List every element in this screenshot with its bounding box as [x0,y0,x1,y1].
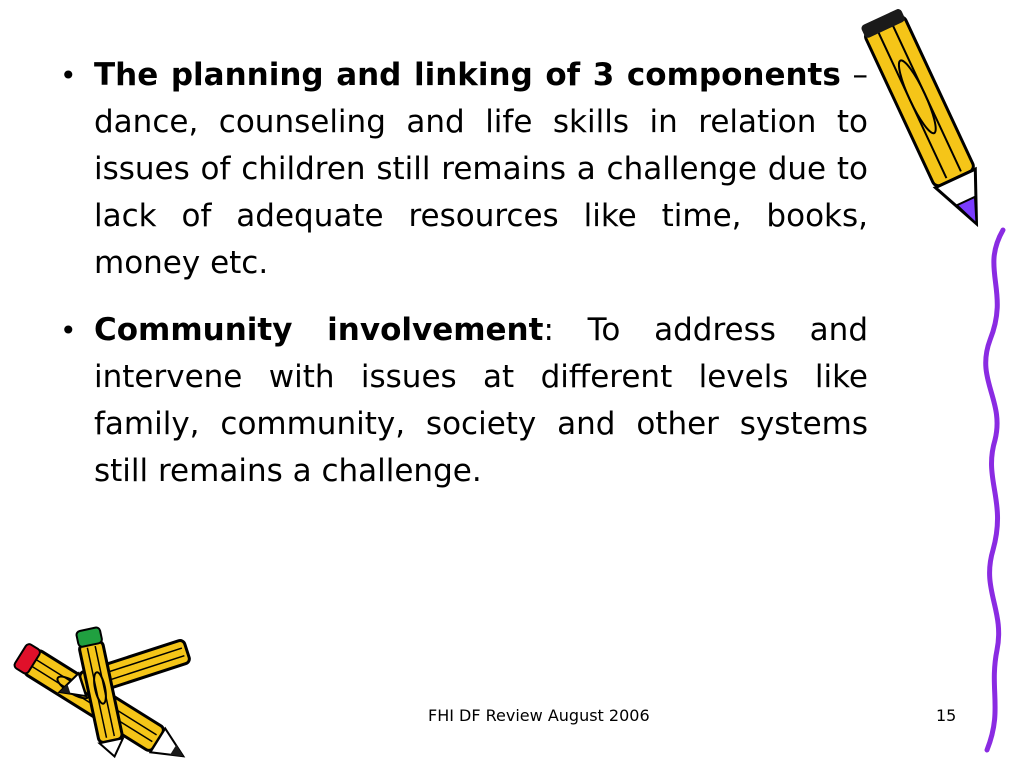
bullet-bold-text: The planning and linking of 3 components [94,57,841,93]
footer-text: FHI DF Review August 2006 [428,706,650,725]
bullet-item [58,307,868,495]
bullet-item [58,52,868,287]
page-number: 15 [936,706,957,725]
bullet-bold-text: Community involvement [94,312,544,348]
pencil-icon [860,4,1000,244]
bullet-marker: • [60,314,77,347]
bullet-marker: • [60,59,77,92]
bullet-text: : To address and intervene with issues at different levels like family, community, society and other systems still remains a challenge. [94,312,868,489]
bullet-list [58,52,868,515]
wavy-line-decoration [975,230,1015,750]
bullet-text: – dance, counseling and life skills in relation to issues of children still remains a challenge due to lack of adequate resources like time, books, money etc. [94,57,869,281]
crossed-pencils-icon [0,618,210,758]
